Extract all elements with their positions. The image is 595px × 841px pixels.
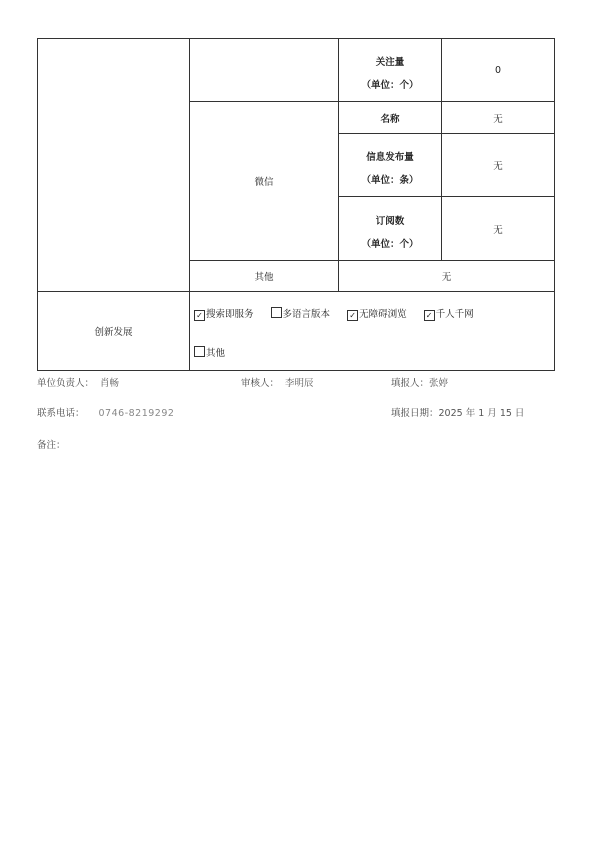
date-label: 填报日期： [391,408,439,419]
followers-unit: （单位：个） [361,80,419,91]
posts-label-cell [339,134,442,197]
option-other[interactable] [194,345,540,359]
report-table [37,38,555,371]
filler-label: 填报人： [391,378,430,389]
option-search-service[interactable] [194,306,254,321]
option-label: 多语言版本 [282,309,331,320]
unit-head-value: 肖畅 [100,378,120,389]
posts-unit: （单位：条） [361,175,419,186]
subscribers-label: 订阅数 [375,215,405,227]
other-label: 其他 [190,261,339,292]
checkbox-personalized[interactable]: ✓ [424,310,435,321]
option-label: 千人千网 [435,309,474,320]
option-accessibility[interactable] [347,306,407,321]
option-personalized[interactable] [424,306,474,321]
option-label: 无障碍浏览 [359,309,407,320]
checkbox-other[interactable] [194,346,205,357]
subscribers-unit: （单位：个） [361,238,419,250]
name-value: 无 [442,102,555,134]
innovation-label: 创新发展 [38,292,190,371]
fill-date [391,405,524,419]
blank-category-cell [38,39,190,292]
phone-label: 联系电话： [37,408,85,419]
followers-label-cell [339,39,442,102]
blank-platform-cell [190,39,339,102]
option-multilingual[interactable] [271,306,331,320]
unit-head [37,375,119,389]
subscribers-value: 无 [442,197,555,261]
filler [391,375,448,389]
wechat-label: 微信 [190,102,339,261]
reviewer [241,375,314,389]
followers-label: 关注量 [375,57,405,68]
contact-phone [37,405,174,419]
posts-label: 信息发布量 [366,152,414,163]
phone-value: 0746-8219292 [98,408,175,419]
filler-value: 张婷 [429,378,449,389]
posts-value: 无 [442,134,555,197]
date-value: 2025 年 1 月 15 日 [438,408,525,419]
reviewer-label: 审核人： [241,378,280,389]
checkbox-multilingual[interactable] [271,307,282,318]
remarks [37,437,66,451]
remarks-label: 备注： [37,440,66,451]
other-value: 无 [339,261,555,292]
name-label: 名称 [339,102,442,134]
unit-head-label: 单位负责人： [37,378,95,389]
followers-value: 0 [442,39,555,102]
checkbox-accessibility[interactable]: ✓ [347,310,358,321]
subscribers-label-cell [339,197,442,261]
innovation-options [190,292,555,371]
checkbox-search-service[interactable]: ✓ [194,310,205,321]
option-label: 搜索即服务 [206,309,254,320]
option-label: 其他 [206,348,226,359]
reviewer-value: 李明辰 [285,378,314,389]
